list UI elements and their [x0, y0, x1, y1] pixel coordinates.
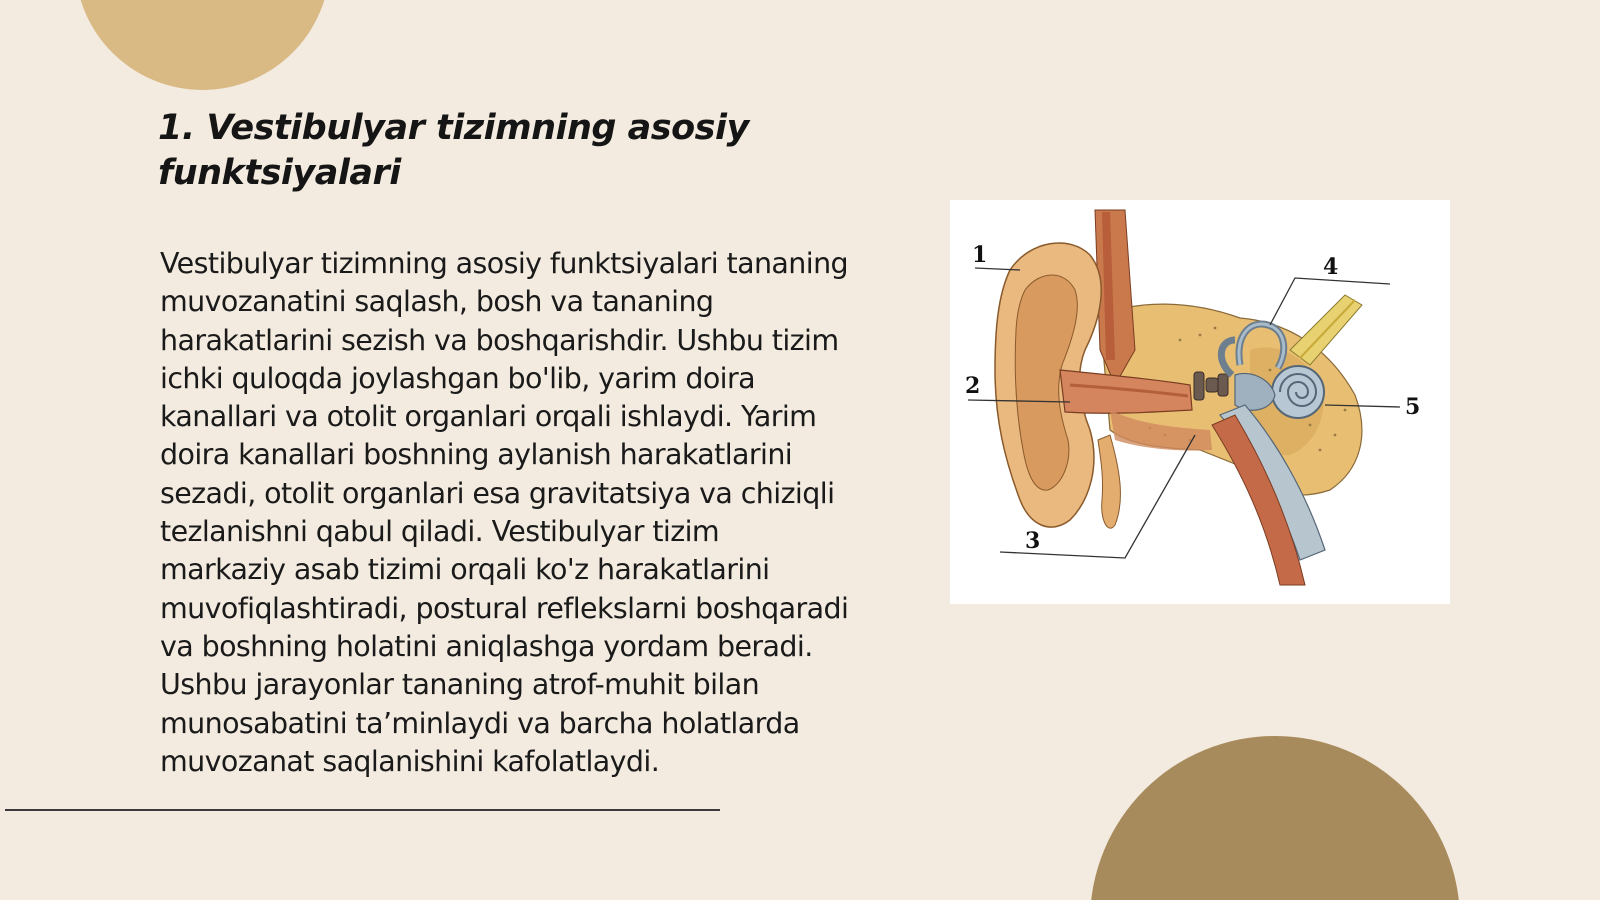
ear-anatomy-figure	[950, 200, 1450, 604]
figure-label-1: 1	[972, 242, 988, 268]
decorative-circle-bottom	[1090, 736, 1460, 900]
figure-label-4: 4	[1323, 254, 1339, 280]
decorative-circle-top	[75, 0, 330, 90]
divider-line	[5, 809, 720, 811]
ear-anatomy-illustration	[950, 200, 1450, 604]
figure-label-5: 5	[1405, 394, 1421, 420]
figure-label-2: 2	[965, 373, 981, 399]
figure-label-3: 3	[1025, 528, 1041, 554]
slide-body-text: Vestibulyar tizimning asosiy funktsiyalari tananing muvozanatini saqlash, bosh va tananing harakatlarini sezish va boshqarishdir. Ushbu tizim ichki quloqda joylashgan bo'lib, yarim doira kanallari va otolit organlari orqali ishlaydi. Yarim doira kanallari boshning aylanish harakatlarini sezadi, otolit organlari esa gravitatsiya va chiziqli tezlanishni qabul qiladi. Vestibulyar tizim markaziy asab tizimi orqali ko'z harakatlarini muvofiqlashtiradi, postural reflekslarni boshqaradi va boshning holatini aniqlashga yordam beradi. Ushbu jarayonlar tananing atrof-muhit bilan munosabatini ta’minlaydi va barcha holatlarda muvozanat saqlanishini kafolatlaydi.	[160, 247, 849, 778]
slide-title: 1. Vestibulyar tizimning asosiy funktsiyalari	[158, 108, 749, 193]
